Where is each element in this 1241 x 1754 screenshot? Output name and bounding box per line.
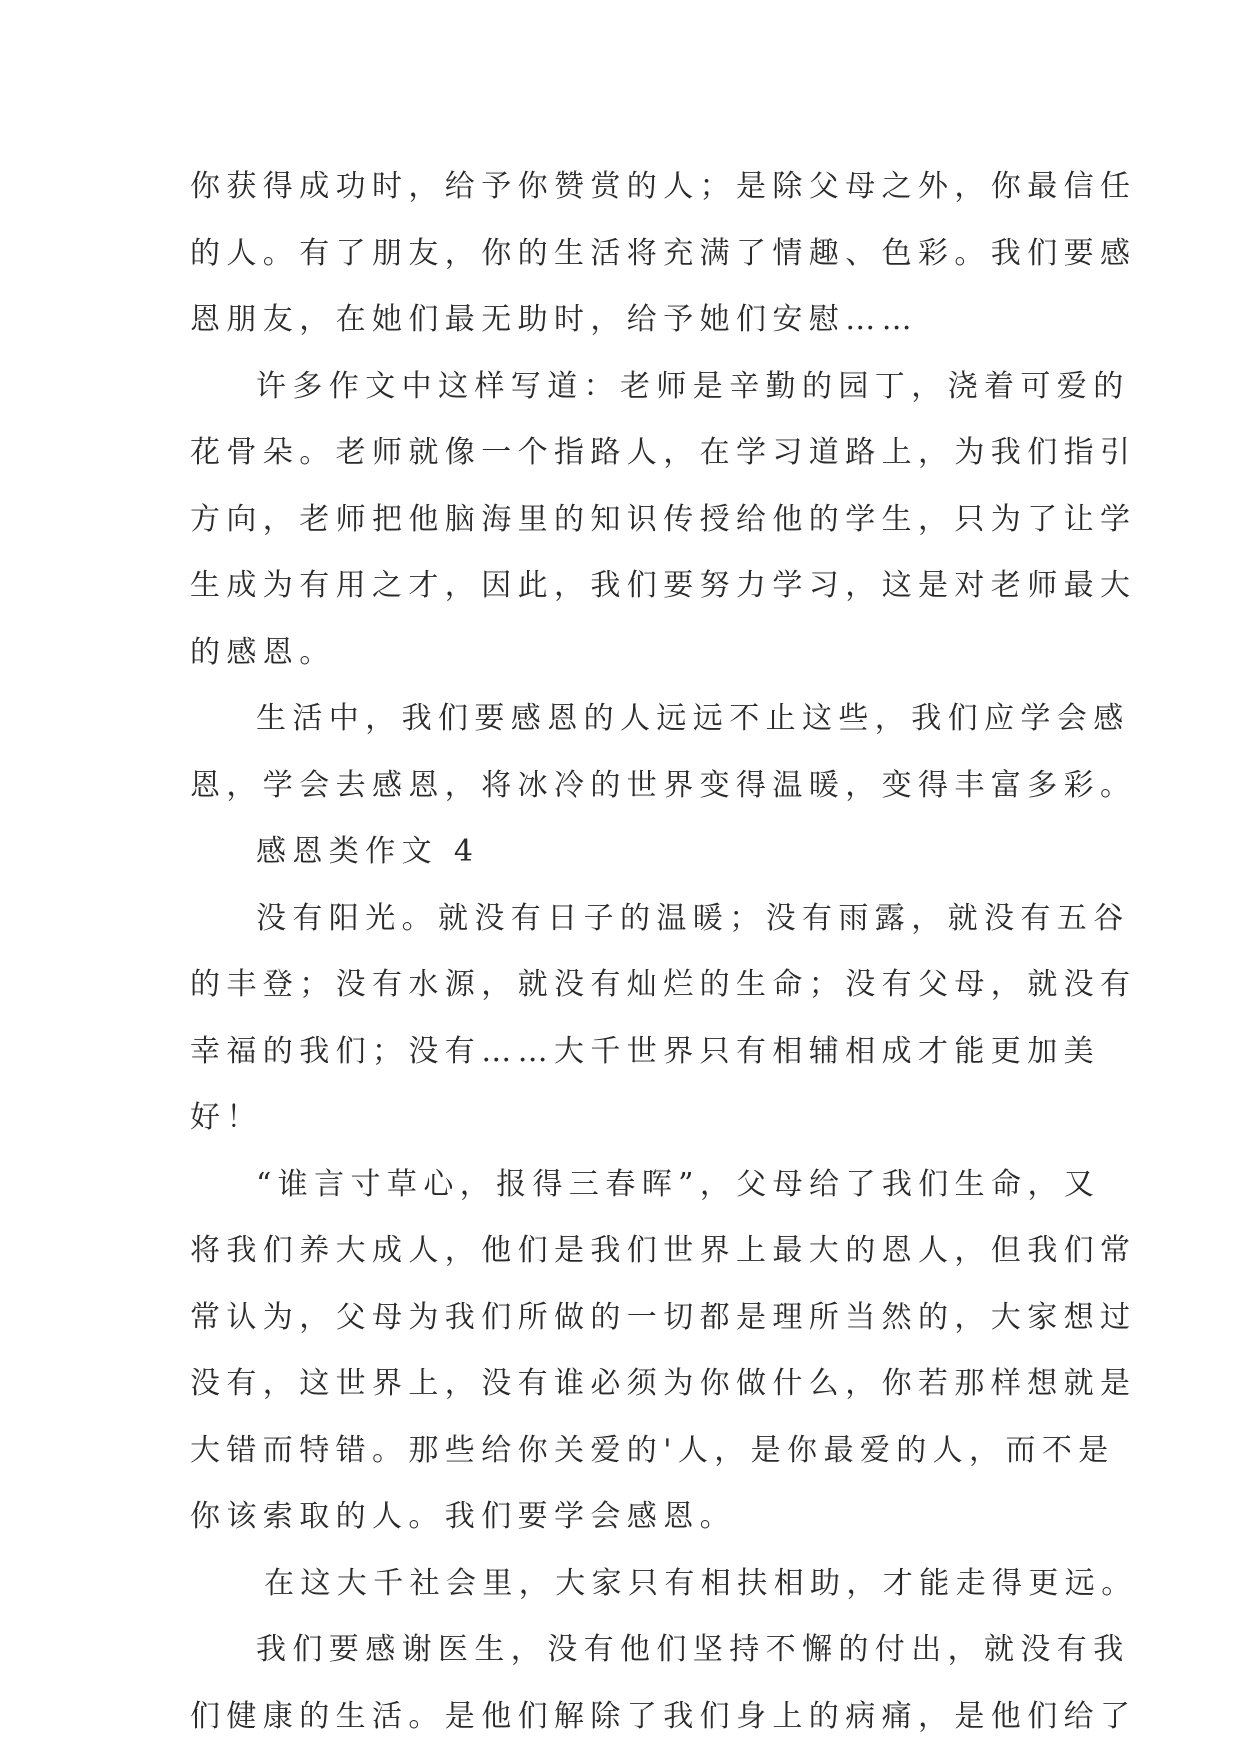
text-line: 恩朋友，在她们最无助时，给予她们安慰…… — [190, 302, 918, 337]
paragraph-start-line: 没有阳光。就没有日子的温暖；没有雨露，就没有五谷 — [256, 900, 1130, 936]
text-line: 生成为有用之才，因此，我们要努力学习，这是对老师最大 — [190, 568, 1137, 603]
text-line: 你获得成功时，给予你赞赏的人；是除父母之外，你最信任 — [190, 169, 1137, 204]
text-line: 的感恩。 — [190, 634, 336, 670]
text-line: 将我们养大成人，他们是我们世界上最大的恩人，但我们常 — [190, 1233, 1137, 1268]
paragraph-start-line: 我们要感谢医生，没有他们坚持不懈的付出，就没有我 — [256, 1632, 1130, 1667]
paragraph-start-line: “谁言寸草心，报得三春晖”，父母给了我们生命，又 — [256, 1166, 1101, 1202]
text-line: 大错而特错。那些给你关爱的'人，是你最爱的人，而不是 — [190, 1432, 1115, 1468]
text-line: 好！ — [190, 1100, 263, 1135]
text-line: 常认为，父母为我们所做的一切都是理所当然的，大家想过 — [190, 1299, 1137, 1335]
paragraph-start-line: 在这大千社会里，大家只有相扶相助，才能走得更远。 — [264, 1565, 1138, 1601]
text-line: 恩，学会去感恩，将冰冷的世界变得温暖，变得丰富多彩。 — [190, 767, 1137, 803]
section-heading: 感恩类作文 4 — [256, 834, 480, 869]
text-line: 你该索取的人。我们要学会感恩。 — [190, 1499, 736, 1534]
text-line: 的人。有了朋友，你的生活将充满了情趣、色彩。我们要感 — [190, 235, 1137, 271]
text-line: 花骨朵。老师就像一个指路人，在学习道路上，为我们指引 — [190, 435, 1137, 470]
paragraph-start-line: 许多作文中这样写道：老师是辛勤的园丁，浇着可爱的 — [256, 368, 1130, 404]
text-line: 的丰登；没有水源，就没有灿烂的生命；没有父母，就没有 — [190, 967, 1137, 1002]
paragraph-start-line: 生活中，我们要感恩的人远远不止这些，我们应学会感 — [256, 701, 1130, 736]
essay-body — [190, 154, 1138, 1750]
text-line: 没有，这世界上，没有谁必须为你做什么，你若那样想就是 — [190, 1366, 1137, 1401]
text-line: 们健康的生活。是他们解除了我们身上的病痛，是他们给了 — [190, 1698, 1137, 1734]
text-line: 方向，老师把他脑海里的知识传授给他的学生，只为了让学 — [190, 501, 1137, 537]
text-line: 幸福的我们；没有……大千世界只有相辅相成才能更加美 — [190, 1033, 1100, 1069]
